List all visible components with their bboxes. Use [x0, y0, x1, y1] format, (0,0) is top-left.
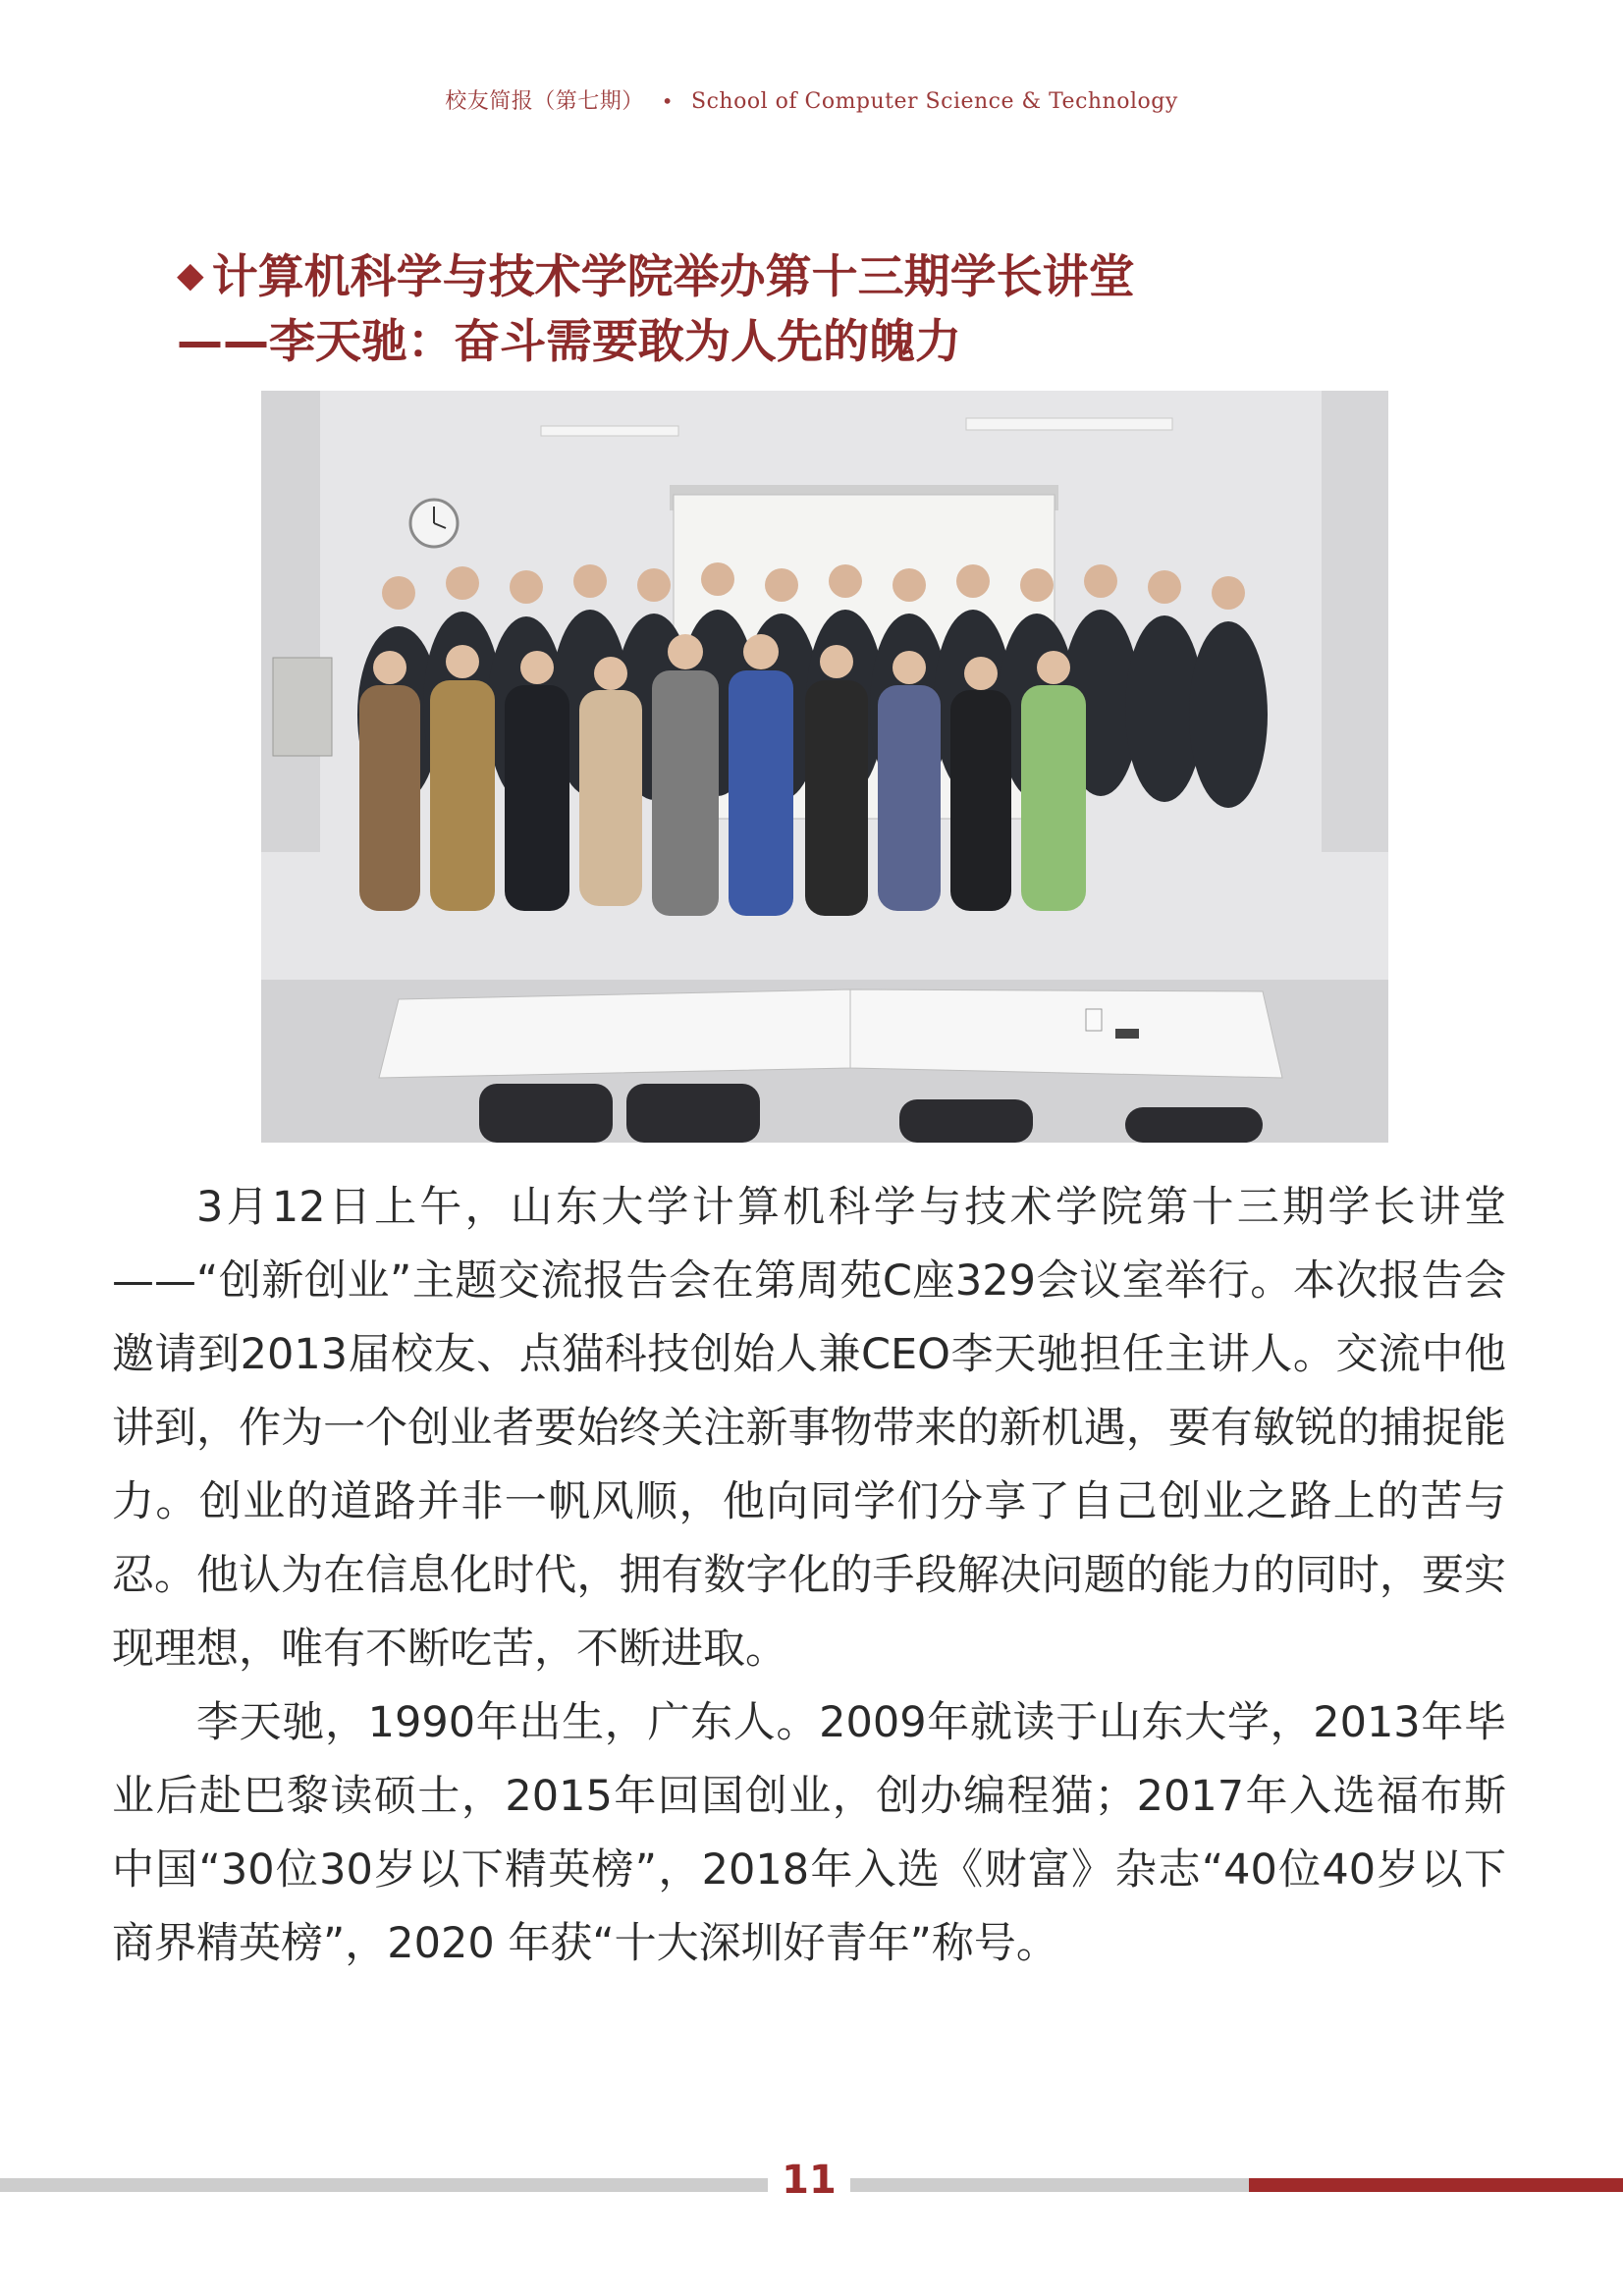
footer-rule-middle [850, 2178, 1249, 2192]
group-photo [261, 391, 1388, 1143]
title-line-1 [177, 243, 1453, 310]
title-subtitle: ——李天驰：奋斗需要敢为人先的魄力 [177, 315, 961, 369]
title-line-2 [177, 310, 1453, 375]
running-header [0, 84, 1623, 115]
title-main: 计算机科学与技术学院举办第十三期学长讲堂 [211, 250, 1135, 304]
paragraph-2: 李天驰，1990年出生，广东人。2009年就读于山东大学，2013年毕业后赴巴黎读硕士，2015年回国创业，创办编程猫；2017年入选福布斯中国“30位30岁以下精英榜”，2018年入选《财富》杂志“40位40岁以下商界精英榜”，2020 年获“十大深圳好青年”称号。 [112, 1698, 1506, 1968]
header-en: School of Computer Science & Technology [691, 89, 1178, 114]
footer-rule-left [0, 2178, 768, 2192]
page-number: 11 [782, 2158, 837, 2203]
footer-rule-accent [1249, 2178, 1623, 2192]
article-body [112, 1171, 1506, 1981]
header-separator: • [661, 89, 675, 113]
group-photo-illustration [261, 391, 1388, 1143]
header-cn: 校友简报（第七期） [445, 89, 644, 114]
paragraph-1: 3月12日上午，山东大学计算机科学与技术学院第十三期学长讲堂——“创新创业”主题交流报告会在第周苑C座329会议室举行。本次报告会邀请到2013届校友、点猫科技创始人兼CEO李天驰担任主讲人。交流中他讲到，作为一个创业者要始终关注新事物带来的新机遇，要有敏锐的捕捉能力。创业的道路并非一帆风顺，他向同学们分享了自己创业之路上的苦与忍。他认为在信息化时代，拥有数字化的手段解决问题的能力的同时，要实现理想，唯有不断吃苦，不断进取。 [112, 1183, 1506, 1674]
article-title [177, 243, 1453, 375]
diamond-bullet-icon: ◆ [177, 255, 204, 295]
